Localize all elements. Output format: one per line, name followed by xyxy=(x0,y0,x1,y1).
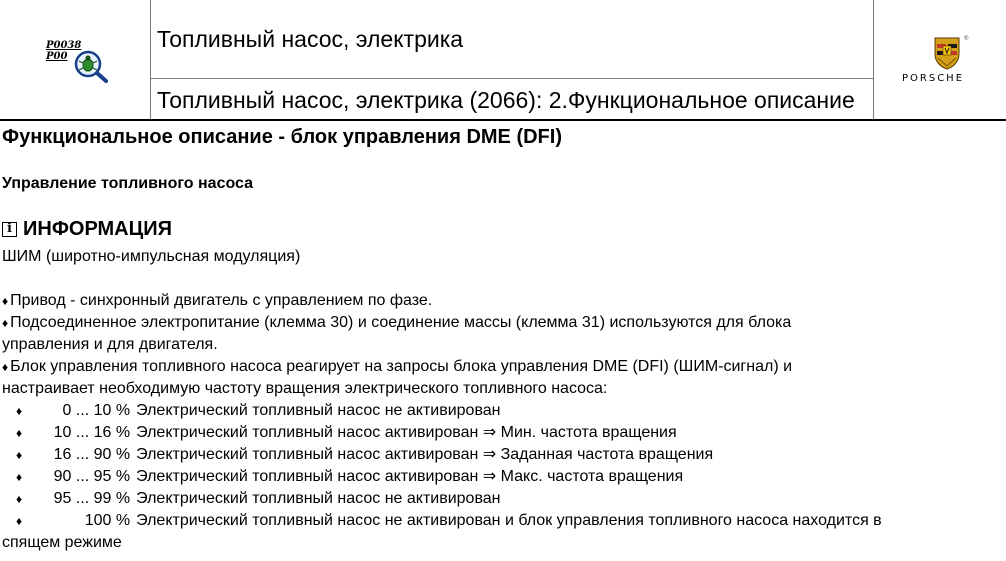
pwm-description: Электрический топливный насос не активирован xyxy=(136,402,501,419)
pwm-range: 16 ... 90 % xyxy=(53,446,131,463)
porsche-crest-icon xyxy=(933,36,961,70)
info-icon: i xyxy=(2,222,17,237)
pwm-row xyxy=(2,444,1002,466)
pwm-row xyxy=(2,466,1002,488)
magnifier-bug-icon xyxy=(72,48,110,84)
diagnostic-code-2: P00 xyxy=(46,51,68,62)
brand-wordmark: PORSCHE xyxy=(902,73,965,84)
header-title-primary-cell xyxy=(151,0,873,79)
pwm-range: 10 ... 16 % xyxy=(53,424,131,441)
bullet-text: Привод - синхронный двигатель с управлением по фазе. xyxy=(10,292,433,309)
diagnostic-icon-cell xyxy=(0,0,151,119)
diamond-bullet-icon: ♦ xyxy=(16,492,23,506)
pwm-continuation: спящем режиме xyxy=(2,534,122,551)
pwm-description: Электрический топливный насос активирован ⇒ Мин. частота вращения xyxy=(136,424,677,441)
pwm-range: 90 ... 95 % xyxy=(53,468,131,485)
pwm-description: Электрический топливный насос не активирован xyxy=(136,490,501,507)
diagnostic-code-1: P0038 xyxy=(46,40,82,51)
info-text: ШИМ (широтно-импульсная модуляция) xyxy=(2,248,301,265)
header-title-secondary: Топливный насос, электрика (2066): 2.Функциональное описание xyxy=(157,87,855,113)
pwm-table xyxy=(2,400,1002,532)
document-heading: Функциональное описание - блок управления DME (DFI) xyxy=(2,126,562,148)
bullet-item xyxy=(2,356,1002,378)
bullet-item xyxy=(2,290,1002,312)
pwm-row xyxy=(2,400,1002,422)
pwm-row xyxy=(2,510,1002,532)
document-header xyxy=(0,0,1006,120)
info-heading xyxy=(2,218,172,241)
section-heading: Управление топливного насоса xyxy=(2,175,254,192)
diamond-bullet-icon: ♦ xyxy=(16,404,23,418)
diamond-bullet-icon: ♦ xyxy=(2,316,9,330)
diagnostic-icon[interactable] xyxy=(46,40,110,84)
pwm-row xyxy=(2,488,1002,510)
diamond-bullet-icon: ♦ xyxy=(16,448,23,462)
bullet-list xyxy=(2,290,1002,554)
diamond-bullet-icon: ♦ xyxy=(16,470,23,484)
diamond-bullet-icon: ♦ xyxy=(16,426,23,440)
header-title-primary: Топливный насос, электрика xyxy=(157,26,464,52)
info-title: ИНФОРМАЦИЯ xyxy=(23,218,172,240)
pwm-range: 95 ... 99 % xyxy=(53,490,131,507)
pwm-range: 0 ... 10 % xyxy=(62,402,131,419)
diamond-bullet-icon: ♦ xyxy=(2,360,9,374)
bullet-item xyxy=(2,312,1002,334)
bullet-text: Подсоединенное электропитание (клемма 30) и соединение массы (клемма 31) используются для блока xyxy=(10,314,792,331)
brand-logo-cell xyxy=(873,0,1006,119)
registered-mark: ® xyxy=(964,36,969,42)
diamond-bullet-icon: ♦ xyxy=(16,514,23,528)
pwm-description: Электрический топливный насос не активирован и блок управления топливного насоса находится в xyxy=(136,512,882,529)
pwm-row xyxy=(2,422,1002,444)
diamond-bullet-icon: ♦ xyxy=(2,294,9,308)
pwm-description: Электрический топливный насос активирован ⇒ Заданная частота вращения xyxy=(136,446,714,463)
header-divider xyxy=(0,119,1006,121)
pwm-range: 100 % xyxy=(84,512,131,529)
bullet-text: Блок управления топливного насоса реагирует на запросы блока управления DME (DFI) (ШИМ-сигнал) и xyxy=(10,358,793,375)
bullet-continuation: управления и для двигателя. xyxy=(2,336,218,353)
bullet-continuation: настраивает необходимую частоту вращения электрического топливного насоса: xyxy=(2,380,608,397)
header-title-secondary-cell xyxy=(151,79,873,119)
header-titles xyxy=(151,0,873,119)
pwm-description: Электрический топливный насос активирован ⇒ Макс. частота вращения xyxy=(136,468,684,485)
